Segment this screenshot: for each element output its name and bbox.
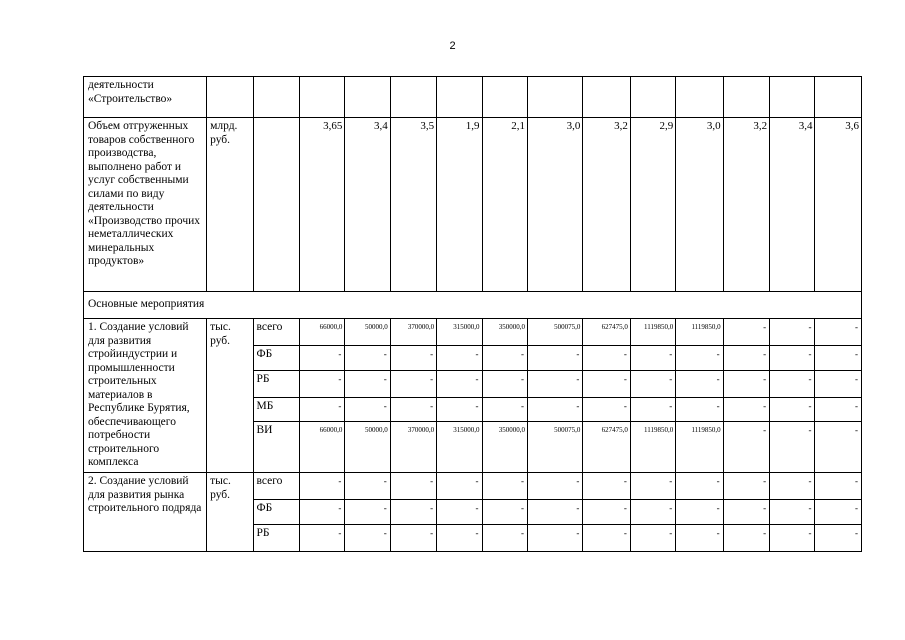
value-cell: 627475,0 xyxy=(583,422,630,473)
value-cell: 3,65 xyxy=(299,118,344,292)
empty-cell xyxy=(815,77,862,118)
table-row-section xyxy=(84,292,862,319)
value-cell: - xyxy=(437,371,482,398)
value-cell: - xyxy=(437,525,482,552)
value-cell: - xyxy=(723,371,769,398)
value-cell: 3,2 xyxy=(583,118,630,292)
value-cell: - xyxy=(630,398,675,422)
measure-name-cell: 1. Создание условий для развития стройиндустрии и промышленности строительных материалов в Республике Бурятия, обеспечивающего потребности строительного комплекса xyxy=(84,319,207,473)
value-cell: - xyxy=(527,371,582,398)
value-cell: 1119850,0 xyxy=(630,422,675,473)
measure-name-cell: 2. Создание условий для развития рынка строительного подряда xyxy=(84,473,207,552)
value-cell: - xyxy=(815,398,862,422)
value-cell: 2,1 xyxy=(482,118,527,292)
value-cell: - xyxy=(390,525,436,552)
empty-cell xyxy=(253,77,299,118)
value-cell: - xyxy=(815,371,862,398)
value-cell: - xyxy=(482,473,527,500)
value-cell: 1,9 xyxy=(437,118,482,292)
value-cell: - xyxy=(527,500,582,525)
value-cell: - xyxy=(770,500,815,525)
unit-cell: млрд. руб. xyxy=(207,118,253,292)
value-cell: - xyxy=(437,398,482,422)
value-cell: - xyxy=(723,473,769,500)
empty-cell xyxy=(583,77,630,118)
value-cell: 500075,0 xyxy=(527,319,582,346)
value-cell: - xyxy=(390,346,436,371)
value-cell: - xyxy=(482,371,527,398)
value-cell: - xyxy=(299,346,344,371)
value-cell: - xyxy=(345,346,390,371)
value-cell: - xyxy=(299,500,344,525)
value-cell: - xyxy=(345,398,390,422)
value-cell: - xyxy=(770,398,815,422)
value-cell: - xyxy=(583,473,630,500)
value-cell: 3,0 xyxy=(676,118,723,292)
value-cell: - xyxy=(723,398,769,422)
value-cell: - xyxy=(437,473,482,500)
value-cell: 3,6 xyxy=(815,118,862,292)
value-cell: 3,2 xyxy=(723,118,769,292)
unit-cell: тыс. руб. xyxy=(207,473,253,552)
value-cell: - xyxy=(770,422,815,473)
value-cell: 3,5 xyxy=(390,118,436,292)
value-cell: 350000,0 xyxy=(482,422,527,473)
value-cell: - xyxy=(676,500,723,525)
program-indicators-table xyxy=(83,76,862,552)
value-cell: - xyxy=(676,346,723,371)
empty-cell xyxy=(723,77,769,118)
value-cell: - xyxy=(676,371,723,398)
value-cell: - xyxy=(723,525,769,552)
value-cell: - xyxy=(630,346,675,371)
value-cell: - xyxy=(676,398,723,422)
value-cell: - xyxy=(390,371,436,398)
value-cell: 3,0 xyxy=(527,118,582,292)
empty-cell xyxy=(676,77,723,118)
value-cell: - xyxy=(299,398,344,422)
empty-cell xyxy=(207,77,253,118)
value-cell: 50000,0 xyxy=(345,422,390,473)
value-cell: - xyxy=(723,319,769,346)
value-cell: 370000,0 xyxy=(390,422,436,473)
value-cell: - xyxy=(770,473,815,500)
table-row-measure_2-0 xyxy=(84,473,862,500)
value-cell: - xyxy=(527,473,582,500)
value-cell: - xyxy=(390,500,436,525)
value-cell: 500075,0 xyxy=(527,422,582,473)
value-cell: - xyxy=(583,371,630,398)
value-cell: - xyxy=(390,398,436,422)
value-cell: - xyxy=(815,346,862,371)
funding-source-cell: ВИ xyxy=(253,422,299,473)
page-number: 2 xyxy=(449,40,456,52)
funding-source-cell: РБ xyxy=(253,371,299,398)
value-cell: - xyxy=(299,473,344,500)
value-cell: - xyxy=(437,346,482,371)
funding-source-cell: всего xyxy=(253,473,299,500)
value-cell: - xyxy=(345,371,390,398)
value-cell: - xyxy=(527,525,582,552)
value-cell: 370000,0 xyxy=(390,319,436,346)
value-cell: 1119850,0 xyxy=(676,319,723,346)
value-cell: - xyxy=(482,346,527,371)
value-cell: - xyxy=(345,525,390,552)
value-cell: 1119850,0 xyxy=(630,319,675,346)
value-cell: - xyxy=(770,371,815,398)
value-cell: 315000,0 xyxy=(437,319,482,346)
value-cell: - xyxy=(723,500,769,525)
value-cell: 50000,0 xyxy=(345,319,390,346)
funding-source-cell: всего xyxy=(253,319,299,346)
value-cell: 315000,0 xyxy=(437,422,482,473)
value-cell: - xyxy=(345,500,390,525)
empty-cell xyxy=(770,77,815,118)
value-cell: - xyxy=(437,500,482,525)
indicator-name-cell: деятельности «Строительство» xyxy=(84,77,207,118)
value-cell: - xyxy=(815,422,862,473)
funding-source-cell: ФБ xyxy=(253,500,299,525)
empty-cell xyxy=(630,77,675,118)
unit-cell: тыс. руб. xyxy=(207,319,253,473)
value-cell: - xyxy=(630,371,675,398)
value-cell: - xyxy=(482,398,527,422)
value-cell: - xyxy=(630,525,675,552)
empty-cell xyxy=(345,77,390,118)
section-title: Основные мероприятия xyxy=(84,292,862,319)
value-cell: - xyxy=(770,346,815,371)
value-cell: - xyxy=(299,525,344,552)
value-cell: - xyxy=(583,525,630,552)
value-cell: 3,4 xyxy=(770,118,815,292)
indicator-name-cell: Объем отгруженных товаров собственного производства, выполнено работ и услуг собственными силами по виду деятельности «Производство прочих неметаллических минеральных продуктов» xyxy=(84,118,207,292)
table-row-continued xyxy=(84,77,862,118)
value-cell: 350000,0 xyxy=(482,319,527,346)
value-cell: - xyxy=(770,525,815,552)
empty-cell xyxy=(253,118,299,292)
value-cell: - xyxy=(770,319,815,346)
value-cell: 66000,0 xyxy=(299,319,344,346)
value-cell: - xyxy=(815,500,862,525)
value-cell: 627475,0 xyxy=(583,319,630,346)
value-cell: - xyxy=(723,346,769,371)
value-cell: - xyxy=(482,525,527,552)
value-cell: - xyxy=(815,473,862,500)
value-cell: - xyxy=(815,525,862,552)
value-cell: - xyxy=(527,346,582,371)
value-cell: - xyxy=(815,319,862,346)
value-cell: 66000,0 xyxy=(299,422,344,473)
empty-cell xyxy=(390,77,436,118)
empty-cell xyxy=(437,77,482,118)
value-cell: 3,4 xyxy=(345,118,390,292)
value-cell: - xyxy=(482,500,527,525)
empty-cell xyxy=(482,77,527,118)
value-cell: - xyxy=(676,525,723,552)
value-cell: 2,9 xyxy=(630,118,675,292)
table-row-volume xyxy=(84,118,862,292)
funding-source-cell: ФБ xyxy=(253,346,299,371)
table-row-measure_1-0 xyxy=(84,319,862,346)
value-cell: - xyxy=(630,473,675,500)
value-cell: - xyxy=(583,398,630,422)
value-cell: 1119850,0 xyxy=(676,422,723,473)
value-cell: - xyxy=(583,500,630,525)
funding-source-cell: МБ xyxy=(253,398,299,422)
empty-cell xyxy=(299,77,344,118)
value-cell: - xyxy=(723,422,769,473)
value-cell: - xyxy=(299,371,344,398)
value-cell: - xyxy=(583,346,630,371)
value-cell: - xyxy=(630,500,675,525)
value-cell: - xyxy=(527,398,582,422)
value-cell: - xyxy=(390,473,436,500)
value-cell: - xyxy=(345,473,390,500)
funding-source-cell: РБ xyxy=(253,525,299,552)
empty-cell xyxy=(527,77,582,118)
value-cell: - xyxy=(676,473,723,500)
